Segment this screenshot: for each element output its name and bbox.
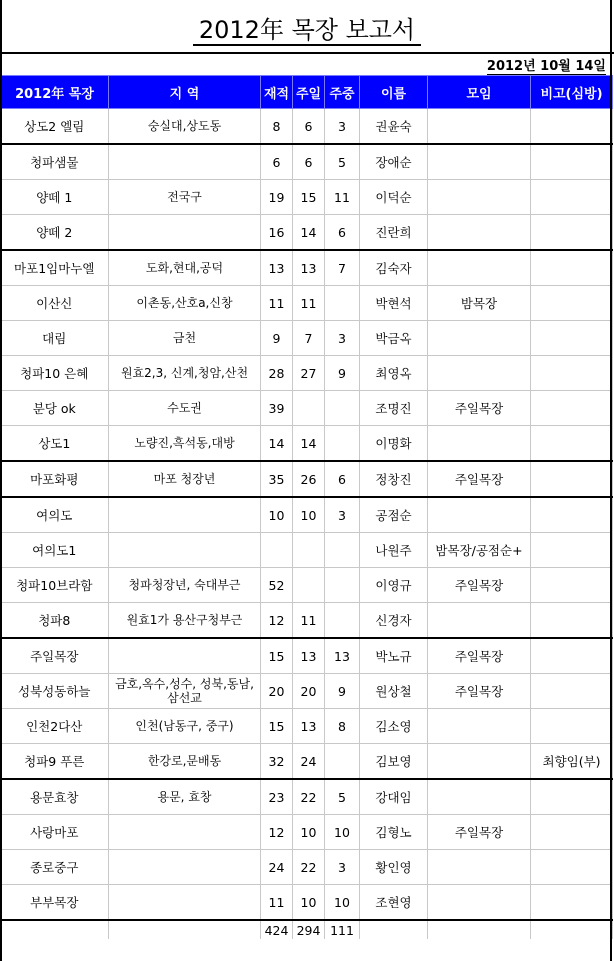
cell-bigo (531, 180, 613, 215)
cell-moim (428, 850, 531, 885)
cell-jujung: 11 (325, 180, 360, 215)
cell-bigo (531, 638, 613, 674)
table-row (1, 568, 613, 603)
cell-mokjang: 대림 (1, 321, 109, 356)
cell-region (109, 533, 261, 568)
cell-moim (428, 356, 531, 391)
cell-mokjang: 상도1 (1, 426, 109, 462)
cell-moim (428, 744, 531, 780)
cell-jaejeok: 13 (261, 250, 293, 286)
cell-mokjang: 사랑마포 (1, 815, 109, 850)
table-row (1, 638, 613, 674)
cell-bigo (531, 850, 613, 885)
cell-jujung (325, 744, 360, 780)
cell-jujung: 5 (325, 779, 360, 815)
cell-jujung: 3 (325, 497, 360, 533)
total-blank-3 (360, 920, 428, 939)
total-blank-1 (1, 920, 109, 939)
cell-mokjang: 여의도1 (1, 533, 109, 568)
cell-bigo (531, 674, 613, 709)
cell-moim (428, 497, 531, 533)
cell-bigo (531, 391, 613, 426)
cell-moim: 주일목장 (428, 461, 531, 497)
cell-bigo (531, 461, 613, 497)
cell-region: 도화,현대,공덕 (109, 250, 261, 286)
cell-jujung: 10 (325, 815, 360, 850)
cell-juil (293, 533, 325, 568)
cell-name: 원상철 (360, 674, 428, 709)
cell-bigo (531, 321, 613, 356)
cell-juil: 13 (293, 709, 325, 744)
cell-jaejeok: 20 (261, 674, 293, 709)
cell-moim (428, 180, 531, 215)
sheet-left-border (0, 0, 2, 961)
cell-bigo (531, 885, 613, 921)
table-row (1, 180, 613, 215)
cell-jujung: 6 (325, 461, 360, 497)
cell-name: 조명진 (360, 391, 428, 426)
cell-jaejeok (261, 533, 293, 568)
cell-name: 김형노 (360, 815, 428, 850)
cell-juil: 27 (293, 356, 325, 391)
header-jujung: 주중 (325, 76, 360, 109)
sheet-right-border (610, 0, 612, 961)
cell-bigo (531, 356, 613, 391)
cell-name: 조현영 (360, 885, 428, 921)
cell-bigo (531, 779, 613, 815)
cell-name: 권윤숙 (360, 109, 428, 145)
cell-juil: 14 (293, 426, 325, 462)
cell-jujung (325, 426, 360, 462)
cell-jaejeok: 15 (261, 638, 293, 674)
title-row (0, 0, 614, 54)
cell-region: 노량진,흑석동,대방 (109, 426, 261, 462)
cell-region (109, 497, 261, 533)
cell-jujung: 7 (325, 250, 360, 286)
cell-jujung: 10 (325, 885, 360, 921)
cell-mokjang: 용문효창 (1, 779, 109, 815)
cell-moim (428, 109, 531, 145)
cell-jujung (325, 391, 360, 426)
cell-jujung (325, 568, 360, 603)
cell-jujung: 3 (325, 321, 360, 356)
header-juil: 주일 (293, 76, 325, 109)
header-region: 지 역 (109, 76, 261, 109)
cell-juil: 24 (293, 744, 325, 780)
cell-jujung: 6 (325, 215, 360, 251)
cell-name: 박현석 (360, 286, 428, 321)
cell-juil: 6 (293, 109, 325, 145)
cell-jaejeok: 35 (261, 461, 293, 497)
cell-jaejeok: 12 (261, 815, 293, 850)
cell-mokjang: 양떼 1 (1, 180, 109, 215)
cell-region (109, 885, 261, 921)
cell-jujung: 5 (325, 144, 360, 180)
cell-region (109, 815, 261, 850)
cell-name: 이영규 (360, 568, 428, 603)
cell-mokjang: 마포화평 (1, 461, 109, 497)
cell-region: 인천(남동구, 중구) (109, 709, 261, 744)
cell-region (109, 144, 261, 180)
cell-name: 나원주 (360, 533, 428, 568)
cell-moim: 밤목장 (428, 286, 531, 321)
cell-bigo (531, 426, 613, 462)
cell-name: 박노규 (360, 638, 428, 674)
cell-region: 이촌동,산호a,신창 (109, 286, 261, 321)
cell-juil: 13 (293, 250, 325, 286)
cell-region: 원효1가 용산구청부근 (109, 603, 261, 639)
cell-mokjang: 상도2 엘림 (1, 109, 109, 145)
header-bigo: 비고(심방) (531, 76, 613, 109)
cell-mokjang: 주일목장 (1, 638, 109, 674)
cell-jujung: 13 (325, 638, 360, 674)
cell-jaejeok: 6 (261, 144, 293, 180)
cell-mokjang: 분당 ok (1, 391, 109, 426)
cell-bigo (531, 709, 613, 744)
cell-bigo (531, 250, 613, 286)
cell-jaejeok: 52 (261, 568, 293, 603)
table-row (1, 426, 613, 462)
total-jujung: 111 (325, 920, 360, 939)
cell-bigo (531, 144, 613, 180)
cell-moim: 밤목장/공점순+ (428, 533, 531, 568)
cell-jujung: 3 (325, 109, 360, 145)
cell-name: 박금옥 (360, 321, 428, 356)
cell-juil (293, 391, 325, 426)
cell-jaejeok: 8 (261, 109, 293, 145)
cell-region: 원효2,3, 신계,청암,산천 (109, 356, 261, 391)
cell-region: 금천 (109, 321, 261, 356)
report-title-wrap (0, 10, 614, 45)
cell-mokjang: 부부목장 (1, 885, 109, 921)
total-blank-2 (109, 920, 261, 939)
table-row (1, 709, 613, 744)
cell-mokjang: 양떼 2 (1, 215, 109, 251)
cell-mokjang: 청파10 은혜 (1, 356, 109, 391)
total-blank-4 (428, 920, 531, 939)
cell-juil: 15 (293, 180, 325, 215)
cell-mokjang: 여의도 (1, 497, 109, 533)
cell-jujung: 9 (325, 674, 360, 709)
cell-jujung: 3 (325, 850, 360, 885)
cell-bigo (531, 603, 613, 639)
cell-moim: 주일목장 (428, 568, 531, 603)
cell-juil: 11 (293, 286, 325, 321)
cell-jujung (325, 286, 360, 321)
cell-moim (428, 426, 531, 462)
table-row (1, 674, 613, 709)
cell-jaejeok: 15 (261, 709, 293, 744)
table-row (1, 815, 613, 850)
cell-juil: 22 (293, 850, 325, 885)
table-row (1, 779, 613, 815)
cell-jaejeok: 39 (261, 391, 293, 426)
table-row (1, 391, 613, 426)
cell-mokjang: 청파9 푸른 (1, 744, 109, 780)
cell-bigo (531, 533, 613, 568)
table-row (1, 286, 613, 321)
cell-region (109, 638, 261, 674)
cell-jujung (325, 533, 360, 568)
cell-region: 청파청장년, 숙대부근 (109, 568, 261, 603)
cell-name: 이덕순 (360, 180, 428, 215)
cell-mokjang: 성북성동하늘 (1, 674, 109, 709)
cell-juil: 6 (293, 144, 325, 180)
table-row (1, 250, 613, 286)
cell-region: 한강로,문배동 (109, 744, 261, 780)
cell-region: 수도권 (109, 391, 261, 426)
cell-moim (428, 144, 531, 180)
cell-mokjang: 마포1임마누엘 (1, 250, 109, 286)
cell-moim: 주일목장 (428, 674, 531, 709)
cell-juil (293, 568, 325, 603)
cell-jaejeok: 19 (261, 180, 293, 215)
cell-region (109, 850, 261, 885)
cell-juil: 26 (293, 461, 325, 497)
table-row (1, 744, 613, 780)
table-row (1, 497, 613, 533)
cell-moim: 주일목장 (428, 391, 531, 426)
cell-moim: 주일목장 (428, 638, 531, 674)
header-mokjang: 2012年 목장 (1, 76, 109, 109)
cell-name: 신경자 (360, 603, 428, 639)
cell-name: 최영옥 (360, 356, 428, 391)
cell-name: 황인영 (360, 850, 428, 885)
cell-region (109, 215, 261, 251)
cell-bigo (531, 815, 613, 850)
mokjang-table (0, 75, 613, 939)
cell-name: 정창진 (360, 461, 428, 497)
table-row (1, 356, 613, 391)
cell-region: 용문, 효창 (109, 779, 261, 815)
cell-moim (428, 321, 531, 356)
cell-moim (428, 709, 531, 744)
cell-juil: 14 (293, 215, 325, 251)
cell-mokjang: 청파8 (1, 603, 109, 639)
cell-bigo (531, 286, 613, 321)
cell-bigo (531, 568, 613, 603)
cell-mokjang: 청파샘물 (1, 144, 109, 180)
cell-name: 김보영 (360, 744, 428, 780)
total-juil: 294 (293, 920, 325, 939)
cell-jaejeok: 16 (261, 215, 293, 251)
table-row (1, 109, 613, 145)
cell-name: 김숙자 (360, 250, 428, 286)
header-row (1, 76, 613, 109)
cell-jaejeok: 12 (261, 603, 293, 639)
cell-moim (428, 215, 531, 251)
table-row (1, 461, 613, 497)
cell-jujung: 9 (325, 356, 360, 391)
report-date: 2012년 10월 14일 (487, 55, 606, 75)
total-blank-5 (531, 920, 613, 939)
cell-juil: 10 (293, 497, 325, 533)
table-row (1, 850, 613, 885)
cell-moim (428, 250, 531, 286)
cell-jujung (325, 603, 360, 639)
cell-jaejeok: 28 (261, 356, 293, 391)
cell-region: 전국구 (109, 180, 261, 215)
cell-name: 진란희 (360, 215, 428, 251)
cell-name: 이명화 (360, 426, 428, 462)
cell-mokjang: 이산신 (1, 286, 109, 321)
cell-bigo (531, 215, 613, 251)
table-row (1, 144, 613, 180)
table-row (1, 533, 613, 568)
cell-jujung: 8 (325, 709, 360, 744)
cell-jaejeok: 10 (261, 497, 293, 533)
cell-region: 마포 청장년 (109, 461, 261, 497)
header-moim: 모임 (428, 76, 531, 109)
totals-row (1, 920, 613, 939)
cell-mokjang: 인천2다산 (1, 709, 109, 744)
table-row (1, 885, 613, 921)
cell-juil: 11 (293, 603, 325, 639)
report-title: 2012年 목장 보고서 (193, 16, 421, 46)
cell-mokjang: 청파10브라함 (1, 568, 109, 603)
cell-jaejeok: 24 (261, 850, 293, 885)
cell-name: 강대임 (360, 779, 428, 815)
cell-juil: 13 (293, 638, 325, 674)
cell-bigo: 최향임(부) (531, 744, 613, 780)
cell-juil: 7 (293, 321, 325, 356)
cell-bigo (531, 109, 613, 145)
table-body (1, 109, 613, 940)
cell-juil: 10 (293, 885, 325, 921)
cell-jaejeok: 11 (261, 885, 293, 921)
cell-jaejeok: 11 (261, 286, 293, 321)
cell-moim (428, 779, 531, 815)
header-jaejeok: 재적 (261, 76, 293, 109)
cell-name: 김소영 (360, 709, 428, 744)
date-row (0, 54, 614, 74)
cell-moim (428, 603, 531, 639)
table-row (1, 215, 613, 251)
cell-jaejeok: 23 (261, 779, 293, 815)
cell-juil: 22 (293, 779, 325, 815)
cell-jaejeok: 9 (261, 321, 293, 356)
cell-name: 공점순 (360, 497, 428, 533)
cell-jaejeok: 32 (261, 744, 293, 780)
cell-juil: 10 (293, 815, 325, 850)
cell-mokjang: 종로중구 (1, 850, 109, 885)
cell-moim (428, 885, 531, 921)
cell-jaejeok: 14 (261, 426, 293, 462)
cell-bigo (531, 497, 613, 533)
cell-region: 숭실대,상도동 (109, 109, 261, 145)
cell-name: 장애순 (360, 144, 428, 180)
total-jaejeok: 424 (261, 920, 293, 939)
header-name: 이름 (360, 76, 428, 109)
cell-moim: 주일목장 (428, 815, 531, 850)
table-row (1, 603, 613, 639)
cell-region: 금호,옥수,성수, 성북,동남,삼선교 (109, 674, 261, 709)
cell-juil: 20 (293, 674, 325, 709)
table-row (1, 321, 613, 356)
